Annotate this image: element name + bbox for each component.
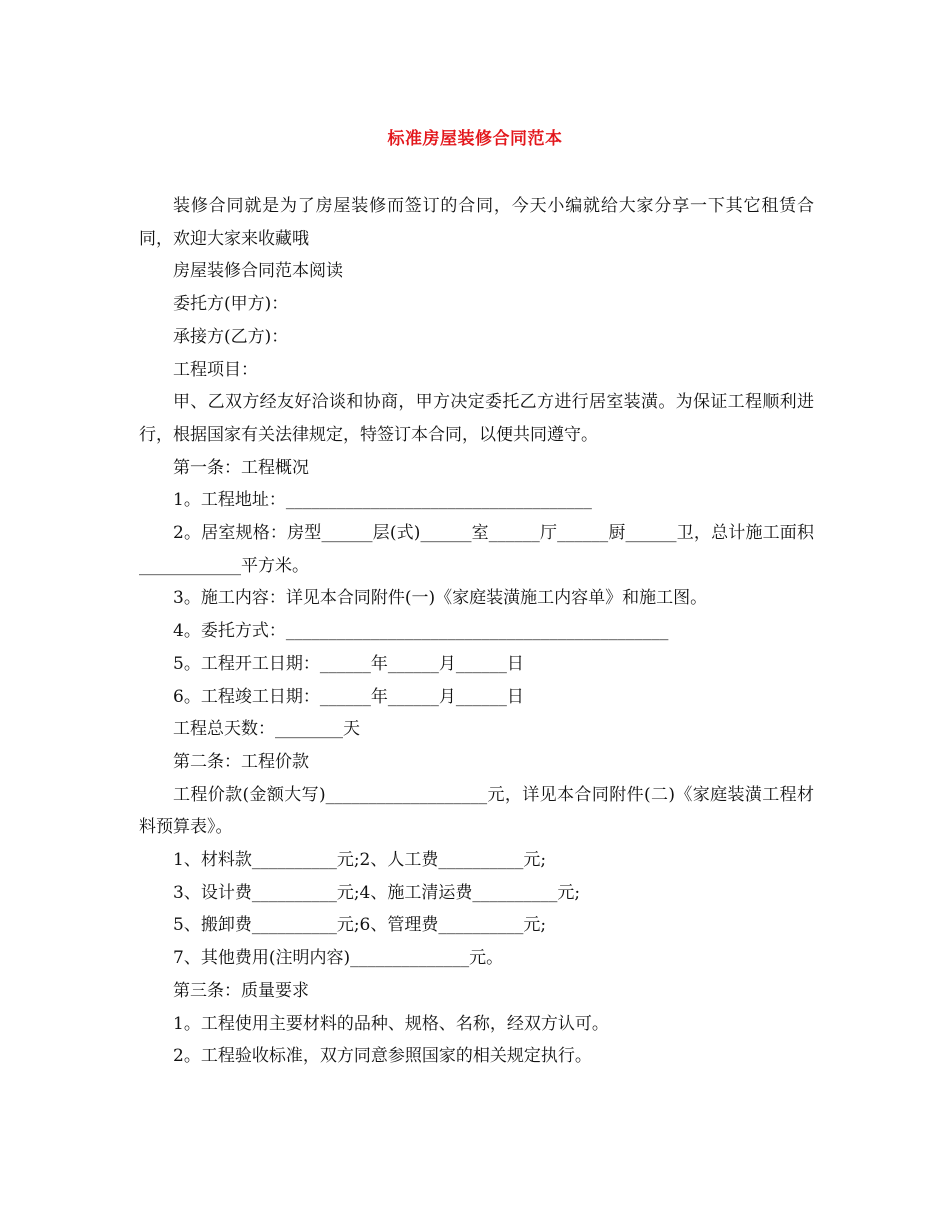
paragraph-address: 1。工程地址：____________________________________ <box>173 490 592 511</box>
paragraph-fees-2: 3、设计费__________元;4、施工清运费__________元; <box>173 882 581 903</box>
paragraph-project: 工程项目： <box>173 359 258 380</box>
paragraph-commission: 4。委托方式：_____________________________________________ <box>173 621 669 642</box>
paragraph-fees-1: 1、材料款__________元;2、人工费__________元; <box>173 850 547 871</box>
paragraph-article-3: 第三条：质量要求 <box>173 980 309 1001</box>
paragraph-quality-1: 1。工程使用主要材料的品种、规格、名称，经双方认可。 <box>173 1013 609 1034</box>
paragraph-room-spec: 2。居室规格：房型______层(式)______室______厅______厨______卫，总计施工面积____________平方米。 <box>139 523 814 576</box>
paragraph-party-a: 委托方(甲方)： <box>173 294 289 315</box>
paragraph-content: 3。施工内容：详见本合同附件(一)《家庭装潢施工内容单》和施工图。 <box>173 588 708 609</box>
paragraph-price: 工程价款(金额大写)___________________元，详见本合同附件(二)《家庭装潢工程材料预算表》。 <box>139 784 814 838</box>
paragraph-heading-reading: 房屋装修合同范本阅读 <box>173 261 343 282</box>
paragraph-agreement: 甲、乙双方经友好洽谈和协商，甲方决定委托乙方进行居室装潢。为保证工程顺利进行，根据国家有关法律规定，特签订本合同，以便共同遵守。 <box>139 392 814 445</box>
paragraph-fees-3: 5、搬卸费__________元;6、管理费__________元; <box>173 915 547 936</box>
document-title: 标准房屋装修合同范本 <box>387 129 563 149</box>
paragraph-fees-4: 7、其他费用(注明内容)______________元。 <box>173 948 504 969</box>
document-body <box>139 190 814 1073</box>
paragraph-intro: 装修合同就是为了房屋装修而签订的合同，今天小编就给大家分享一下其它租赁合同，欢迎大家来收藏哦 <box>139 196 814 249</box>
paragraph-party-b: 承接方(乙方)： <box>173 326 289 347</box>
paragraph-end-date: 6。工程竣工日期：______年______月______日 <box>173 686 524 707</box>
paragraph-quality-2: 2。工程验收标准，双方同意参照国家的相关规定执行。 <box>173 1046 592 1067</box>
paragraph-total-days: 工程总天数：________天 <box>173 719 360 740</box>
paragraph-article-2: 第二条：工程价款 <box>173 751 309 772</box>
paragraph-start-date: 5。工程开工日期：______年______月______日 <box>173 653 524 674</box>
paragraph-article-1: 第一条：工程概况 <box>173 457 309 478</box>
